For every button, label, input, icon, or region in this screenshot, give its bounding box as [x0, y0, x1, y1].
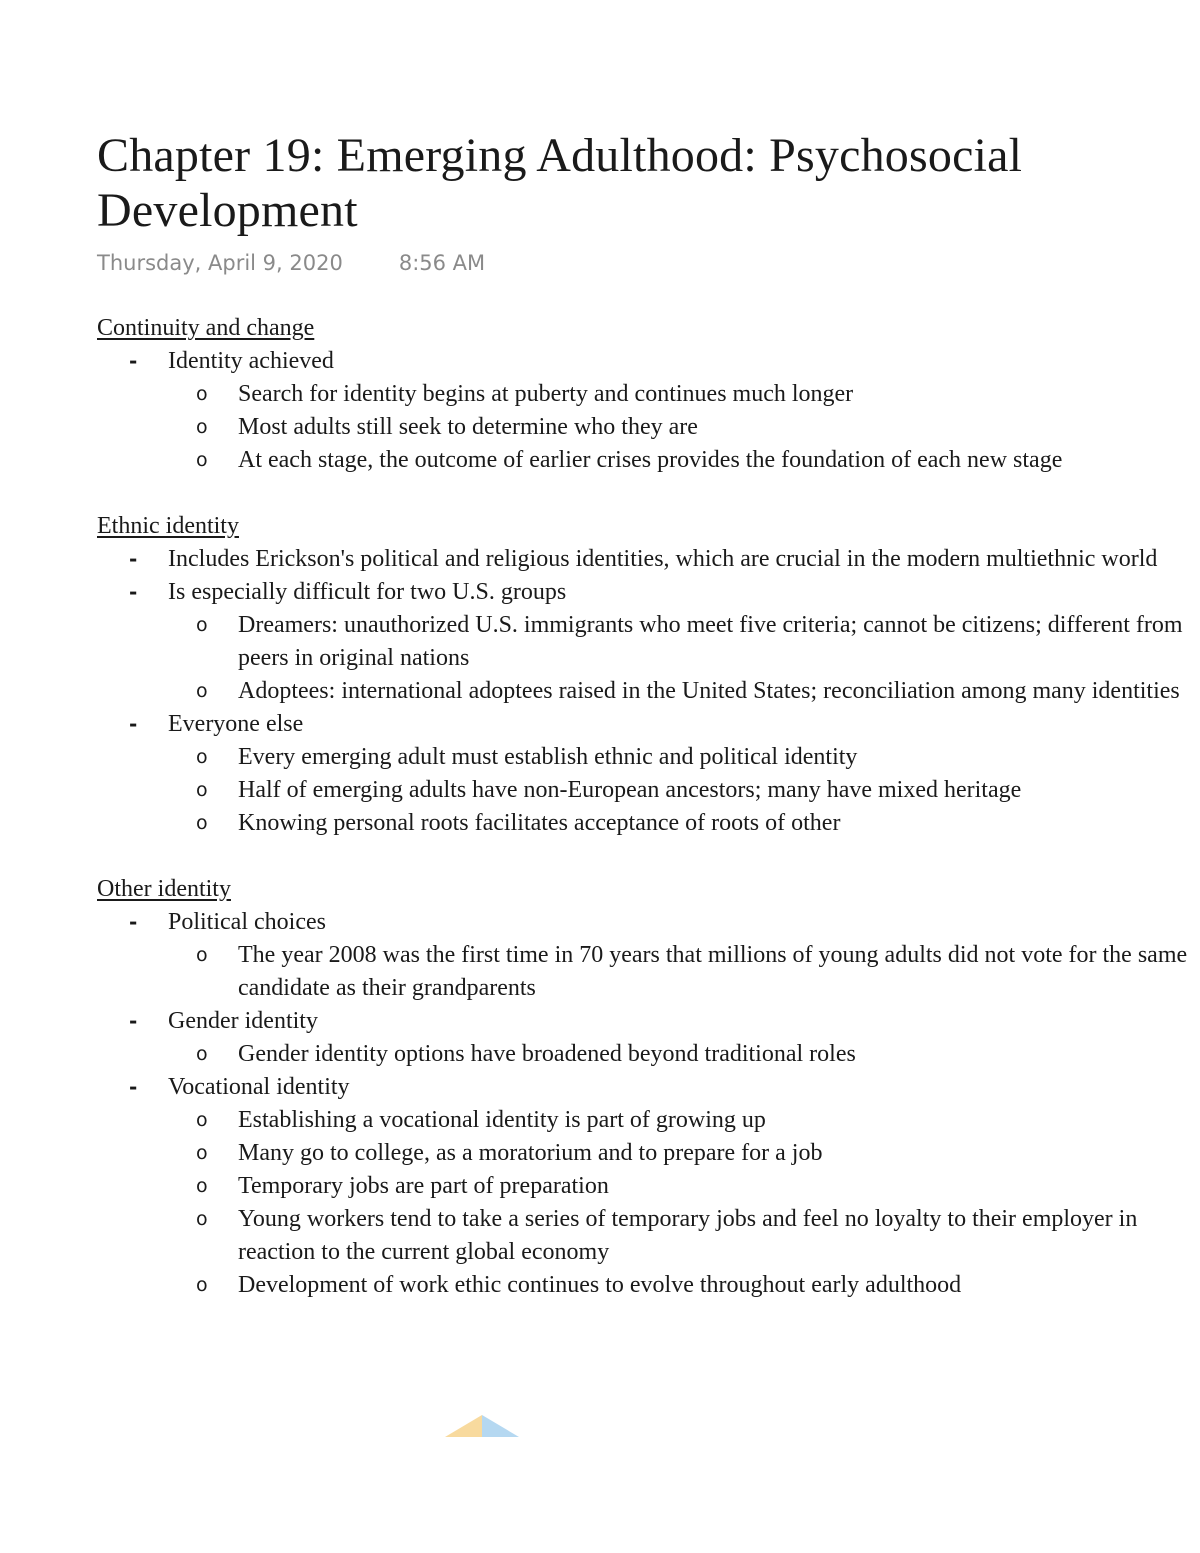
list-item-text: Identity achieved [168, 348, 334, 374]
note-page [97, 128, 1200, 1302]
sub-bullet-list [168, 1038, 1200, 1071]
note-body [97, 312, 1200, 1302]
list-item [97, 345, 1200, 477]
section-spacer [97, 477, 1200, 510]
sub-list-item [168, 675, 1200, 708]
sub-bullet-list [168, 939, 1200, 1005]
sub-list-item [168, 609, 1200, 675]
sub-list-item-text: Development of work ethic continues to evolve throughout early adulthood [238, 1272, 962, 1298]
circle-bullet-icon: o [196, 944, 208, 966]
sub-list-item-text: Establishing a vocational identity is part of growing up [238, 1107, 766, 1133]
sub-list-item-text: Half of emerging adults have non-European ancestors; many have mixed heritage [238, 777, 1022, 803]
sub-list-item [168, 411, 1200, 444]
section-heading: Ethnic identity [97, 513, 239, 539]
sub-list-item [168, 1170, 1200, 1203]
sub-list-item-text: Most adults still seek to determine who they are [238, 414, 698, 440]
sub-list-item-text: Temporary jobs are part of preparation [238, 1173, 609, 1199]
circle-bullet-icon: o [196, 1175, 208, 1197]
list-item-text: Is especially difficult for two U.S. groups [168, 579, 567, 605]
list-item-text: Vocational identity [168, 1074, 350, 1100]
outline-section [97, 873, 1200, 1302]
list-item [97, 576, 1200, 708]
section-heading: Continuity and change [97, 315, 315, 341]
sub-list-item [168, 1269, 1200, 1302]
circle-bullet-icon: o [196, 680, 208, 702]
list-item-text: Everyone else [168, 711, 304, 737]
sub-list-item-text: Many go to college, as a moratorium and to prepare for a job [238, 1140, 823, 1166]
sub-list-item [168, 774, 1200, 807]
dash-bullet-icon: - [129, 910, 138, 934]
sub-bullet-list [168, 741, 1200, 840]
note-time: 8:56 AM [398, 251, 486, 275]
section-heading: Other identity [97, 876, 231, 902]
dash-bullet-icon: - [129, 1009, 138, 1033]
dash-bullet-icon: - [129, 712, 138, 736]
sub-list-item-text: Every emerging adult must establish ethnic and political identity [238, 744, 858, 770]
sub-list-item [168, 1104, 1200, 1137]
sub-list-item [168, 807, 1200, 840]
sub-list-item-text: The year 2008 was the first time in 70 years that millions of young adults did not vote for the same candidate as their grandparents [238, 942, 1188, 1001]
sub-list-item-text: At each stage, the outcome of earlier crises provides the foundation of each new stage [238, 447, 1063, 473]
bullet-list [97, 543, 1200, 840]
bullet-list [97, 345, 1200, 477]
dash-bullet-icon: - [129, 580, 138, 604]
circle-bullet-icon: o [196, 746, 208, 768]
outline-section [97, 312, 1200, 477]
circle-bullet-icon: o [196, 449, 208, 471]
list-item [97, 906, 1200, 1005]
outline-section [97, 510, 1200, 840]
sub-list-item-text: Adoptees: international adoptees raised in the United States; reconciliation among many identities [238, 678, 1180, 704]
circle-bullet-icon: o [196, 779, 208, 801]
bullet-list [97, 906, 1200, 1302]
section-spacer [97, 840, 1200, 873]
sub-list-item [168, 741, 1200, 774]
sub-list-item [168, 1203, 1200, 1269]
circle-bullet-icon: o [196, 1208, 208, 1230]
sub-list-item-text: Young workers tend to take a series of temporary jobs and feel no loyalty to their employer in reaction to the current global economy [238, 1206, 1138, 1265]
sub-list-item [168, 1137, 1200, 1170]
sub-list-item-text: Search for identity begins at puberty and continues much longer [238, 381, 854, 407]
note-date: Thursday, April 9, 2020 [97, 251, 343, 275]
circle-bullet-icon: o [196, 1109, 208, 1131]
circle-bullet-icon: o [196, 416, 208, 438]
sub-bullet-list [168, 609, 1200, 708]
list-item-text: Political choices [168, 909, 326, 935]
dash-bullet-icon: - [129, 1075, 138, 1099]
list-item [97, 1005, 1200, 1071]
sub-list-item [168, 939, 1200, 1005]
dash-bullet-icon: - [129, 349, 138, 373]
logo-icon [445, 1413, 519, 1437]
sub-list-item-text: Gender identity options have broadened beyond traditional roles [238, 1041, 856, 1067]
sub-list-item [168, 444, 1200, 477]
circle-bullet-icon: o [196, 614, 208, 636]
circle-bullet-icon: o [196, 383, 208, 405]
list-item-text: Includes Erickson's political and religious identities, which are crucial in the modern multiethnic world [168, 546, 1158, 572]
sub-bullet-list [168, 1104, 1200, 1302]
list-item [97, 543, 1200, 576]
circle-bullet-icon: o [196, 1274, 208, 1296]
list-item-text: Gender identity [168, 1008, 318, 1034]
list-item [97, 1071, 1200, 1302]
sub-list-item [168, 378, 1200, 411]
sub-list-item-text: Knowing personal roots facilitates acceptance of roots of other [238, 810, 841, 836]
circle-bullet-icon: o [196, 1043, 208, 1065]
note-timestamp [97, 248, 1200, 278]
list-item [97, 708, 1200, 840]
sub-list-item-text: Dreamers: unauthorized U.S. immigrants who meet five criteria; cannot be citizens; different from peers in original nations [238, 612, 1183, 671]
page-title: Chapter 19: Emerging Adulthood: Psychosocial Development [97, 129, 1023, 237]
dash-bullet-icon: - [129, 547, 138, 571]
sub-list-item [168, 1038, 1200, 1071]
sub-bullet-list [168, 378, 1200, 477]
circle-bullet-icon: o [196, 812, 208, 834]
circle-bullet-icon: o [196, 1142, 208, 1164]
